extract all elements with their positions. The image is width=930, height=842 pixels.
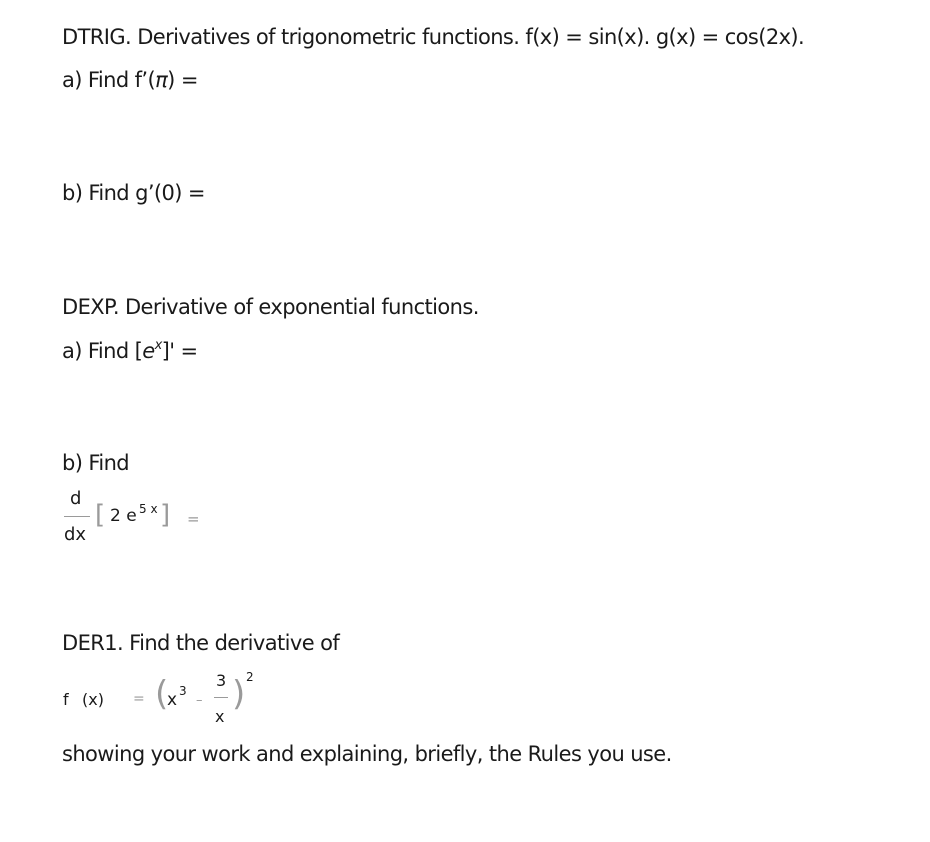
function-argument: (x) bbox=[82, 690, 104, 709]
dtrig-part-a-suffix: ) = bbox=[167, 68, 198, 92]
equals-sign: = bbox=[133, 691, 145, 707]
derivative-numerator-d: d bbox=[70, 488, 82, 509]
fraction-bar bbox=[214, 697, 228, 698]
e-exponent: x bbox=[154, 338, 162, 353]
outer-exponent: 2 bbox=[246, 670, 254, 684]
dexp-part-b: b) Find bbox=[62, 451, 130, 475]
pi-symbol: π bbox=[155, 68, 168, 92]
function-name-f: f bbox=[63, 690, 69, 709]
right-bracket: ] bbox=[160, 500, 171, 530]
dtrig-part-a bbox=[62, 68, 198, 92]
minus-sign: – bbox=[196, 693, 203, 708]
dexp-part-a bbox=[62, 339, 198, 363]
dexp-part-a-prefix: a) Find [ bbox=[62, 339, 143, 363]
fraction-denominator: x bbox=[215, 707, 225, 726]
left-bracket: [ bbox=[95, 500, 106, 530]
dtrig-heading: DTRIG. Derivatives of trigonometric functions. f(x) = sin(x). g(x) = cos(2x). bbox=[62, 25, 805, 49]
der1-instructions: showing your work and explaining, briefly, the Rules you use. bbox=[62, 742, 672, 766]
exponent-5x: 5 x bbox=[139, 502, 158, 516]
equals-sign: = bbox=[187, 510, 200, 528]
dtrig-part-a-prefix: a) Find f’( bbox=[62, 68, 156, 92]
dexp-heading: DEXP. Derivative of exponential functions. bbox=[62, 295, 479, 319]
derivative-fraction-bar bbox=[64, 516, 90, 517]
coefficient-2e: 2 e bbox=[110, 506, 137, 526]
der1-heading: DER1. Find the derivative of bbox=[62, 631, 340, 655]
dtrig-part-b: b) Find g’(0) = bbox=[62, 181, 205, 205]
dexp-part-a-suffix: ]' = bbox=[161, 339, 198, 363]
variable-x: x bbox=[167, 690, 178, 710]
x-exponent: 3 bbox=[179, 684, 187, 698]
right-paren: ) bbox=[232, 674, 246, 714]
fraction-numerator: 3 bbox=[216, 671, 227, 690]
derivative-denominator-dx: dx bbox=[64, 524, 87, 545]
left-paren: ( bbox=[155, 674, 169, 714]
e-symbol: e bbox=[142, 339, 155, 363]
